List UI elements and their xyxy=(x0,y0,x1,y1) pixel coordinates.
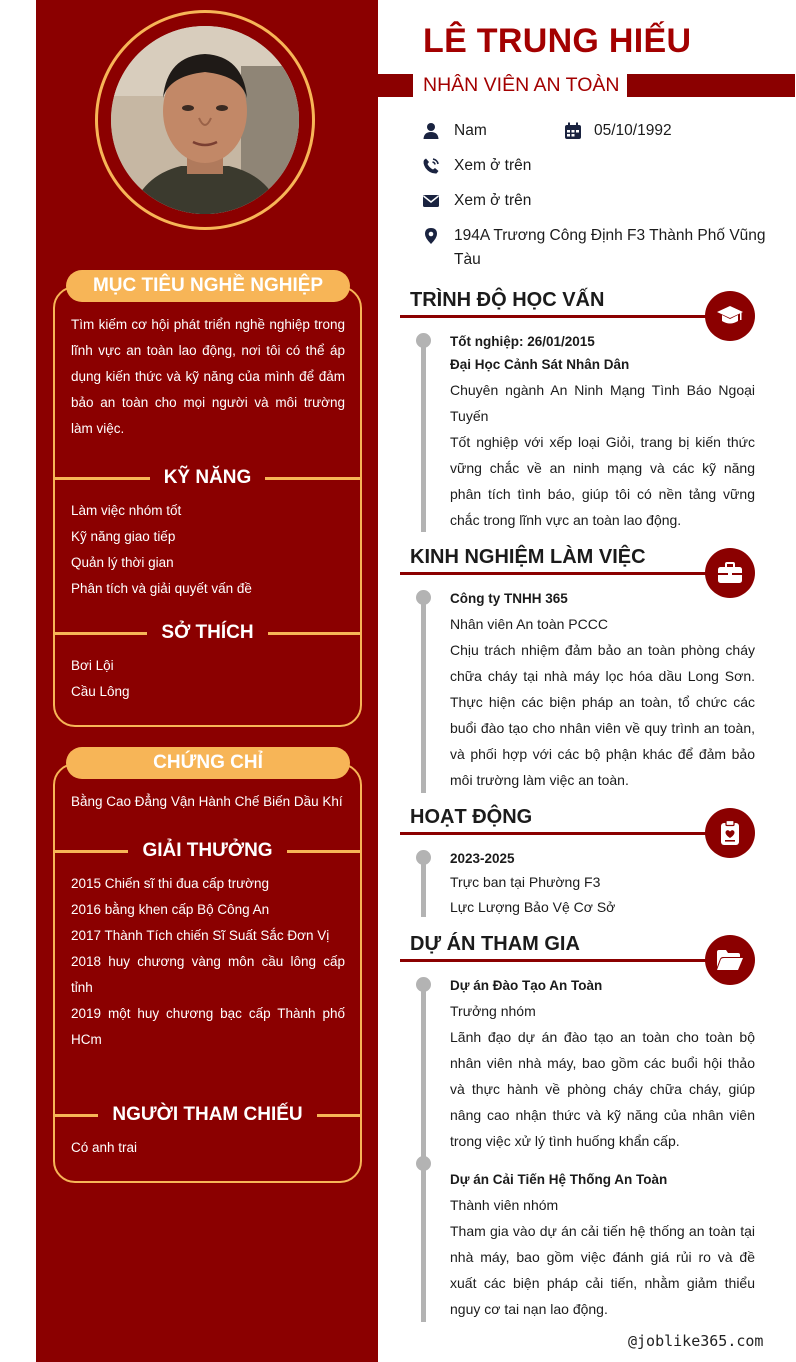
education-major: Chuyên ngành An Ninh Mạng Tình Báo Ngoại Tuyến xyxy=(450,382,755,424)
awards-heading: GIẢI THƯỞNG xyxy=(55,839,360,863)
references-heading: NGƯỜI THAM CHIẾU xyxy=(55,1103,360,1127)
timeline-dot xyxy=(416,1156,431,1171)
list-item: Cầu Lông xyxy=(71,684,130,699)
project-role: Trưởng nhóm xyxy=(450,1003,536,1019)
avatar xyxy=(111,26,299,214)
experience-divider xyxy=(400,572,730,575)
list-item: 2019 một huy chương bạc cấp Thành phố HCm xyxy=(71,1006,345,1047)
timeline-dot xyxy=(416,850,431,865)
list-item: 2018 huy chương vàng môn cầu lông cấp tỉnh xyxy=(71,954,345,995)
list-item: Bằng Cao Đẳng Vận Hành Chế Biến Dầu Khí xyxy=(71,794,343,809)
education-divider xyxy=(400,315,730,318)
list-item: 2017 Thành Tích chiến Sĩ Suất Sắc Đơn Vị xyxy=(71,928,330,943)
education-heading: TRÌNH ĐỘ HỌC VẤN xyxy=(410,289,605,311)
activities-period: 2023-2025 xyxy=(450,851,515,866)
projects-divider xyxy=(400,959,730,962)
certificates-heading: CHỨNG CHỈ xyxy=(66,747,350,779)
projects-timeline xyxy=(421,984,426,1322)
email-text: Xem ở trên xyxy=(454,192,532,209)
project-name: Dự án Đào Tạo An Toàn xyxy=(450,978,603,993)
awards-list xyxy=(71,871,345,1053)
references-list xyxy=(71,1135,345,1161)
projects-heading: DỰ ÁN THAM GIA xyxy=(410,933,580,955)
activities-divider xyxy=(400,832,730,835)
certificates-list xyxy=(71,789,345,815)
list-item: Phân tích và giải quyết vấn đề xyxy=(71,581,252,596)
project-description: Lãnh đạo dự án đào tạo an toàn cho toàn bộ nhân viên nhà máy, bao gồm các buổi hội thảo và thực hành về phòng cháy chữa cháy, giúp nâng cao nhận thức và kỹ năng của nhân viên trong việc xử lý tình huống khẩn cấp. xyxy=(450,1029,755,1149)
project-role: Thành viên nhóm xyxy=(450,1197,559,1213)
list-item: Làm việc nhóm tốt xyxy=(71,503,182,518)
activities-heading: HOẠT ĐỘNG xyxy=(410,806,533,828)
education-timeline xyxy=(421,340,426,532)
skills-list xyxy=(71,498,345,602)
experience-timeline xyxy=(421,597,426,793)
project-description: Tham gia vào dự án cải tiến hệ thống an toàn tại nhà máy, bao gồm việc đánh giá rủi ro và đề xuất các biện pháp cải tiến, nhằm giảm thiểu nguy cơ tai nạn lao động. xyxy=(450,1223,755,1317)
timeline-dot xyxy=(416,590,431,605)
education-school: Đại Học Cảnh Sát Nhân Dân xyxy=(450,357,630,372)
list-item: 2015 Chiến sĩ thi đua cấp trường xyxy=(71,876,270,891)
map-pin-icon xyxy=(422,227,440,245)
education-description: Tốt nghiệp với xếp loại Giỏi, trang bị kiến thức vững chắc về an ninh mạng và các kỹ năng phân tích tình báo, giúp tôi có nền tảng vững chắc trong lĩnh vực an toàn lao động. xyxy=(450,434,755,528)
timeline-dot xyxy=(416,977,431,992)
activities-line2: Lực Lượng Bảo Vệ Cơ Sở xyxy=(450,899,616,915)
list-item: 2016 bằng khen cấp Bộ Công An xyxy=(71,902,270,917)
candidate-name: LÊ TRUNG HIẾU xyxy=(423,22,692,60)
title-bar-left xyxy=(378,74,413,97)
birthday-text: 05/10/1992 xyxy=(594,122,672,139)
list-item: Kỹ năng giao tiếp xyxy=(71,529,176,544)
experience-description: Chịu trách nhiệm đảm bảo an toàn phòng cháy chữa cháy tại nhà máy lọc hóa dầu Long Sơn. Thực hiện các biện pháp an toàn, tổ chức các buổi đào tạo cho nhân viên về quy trình an toàn, và phối hợp với các bộ phận khác để đảm bảo môi trường làm việc an toàn. xyxy=(450,642,755,788)
objective-text: Tìm kiếm cơ hội phát triển nghề nghiệp trong lĩnh vực an toàn lao động, nơi tôi có thể áp dụng kiến thức và kỹ năng của mình để đảm bảo an toàn cho mọi người và môi trường làm việc. xyxy=(71,317,345,436)
calendar-icon xyxy=(564,122,582,140)
objective-heading: MỤC TIÊU NGHỀ NGHIỆP xyxy=(66,270,350,302)
user-icon xyxy=(422,122,440,140)
timeline-dot xyxy=(416,333,431,348)
list-item: Quản lý thời gian xyxy=(71,555,174,570)
list-item: Có anh trai xyxy=(71,1140,138,1155)
hobbies-list xyxy=(71,653,345,705)
job-title: NHÂN VIÊN AN TOÀN xyxy=(423,74,620,96)
activities-line1: Trực ban tại Phường F3 xyxy=(450,874,601,890)
address-text: 194A Trương Công Định F3 Thành Phố Vũng Tàu xyxy=(454,227,766,268)
experience-role: Nhân viên An toàn PCCC xyxy=(450,616,608,632)
title-bar-right xyxy=(627,74,795,97)
hobbies-heading: SỞ THÍCH xyxy=(55,621,360,645)
experience-heading: KINH NGHIỆM LÀM VIỆC xyxy=(410,546,646,568)
phone-text: Xem ở trên xyxy=(454,157,532,174)
phone-icon xyxy=(422,157,440,175)
envelope-icon xyxy=(422,192,440,210)
activities-timeline xyxy=(421,857,426,917)
education-graduation: Tốt nghiệp: 26/01/2015 xyxy=(450,334,595,349)
project-name: Dự án Cải Tiến Hệ Thống An Toàn xyxy=(450,1172,668,1187)
watermark: @joblike365.com xyxy=(628,1332,764,1350)
skills-heading: KỸ NĂNG xyxy=(55,466,360,490)
gender-text: Nam xyxy=(454,122,487,139)
list-item: Bơi Lội xyxy=(71,658,114,673)
experience-company: Công ty TNHH 365 xyxy=(450,591,568,606)
